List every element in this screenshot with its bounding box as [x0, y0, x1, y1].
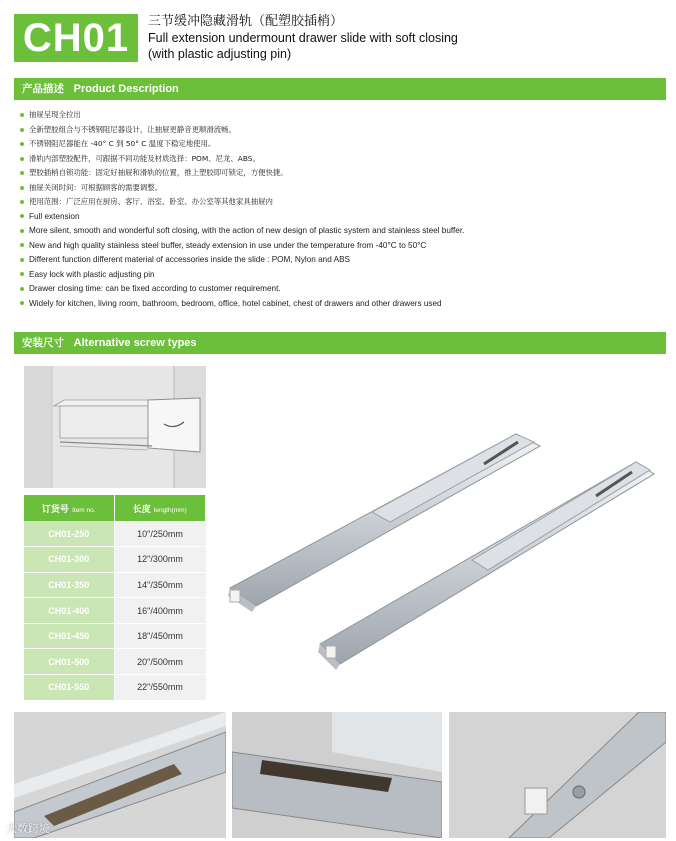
- bullet-icon: [20, 229, 24, 233]
- title-chinese: 三节缓冲隐藏滑轨（配塑胶插梢）: [148, 14, 344, 29]
- title-english-line1: Full extension undermount drawer slide with soft closing: [148, 31, 458, 45]
- feature-item-en: Easy lock with plastic adjusting pin: [20, 268, 660, 283]
- feature-item-en: Drawer closing time: can be fixed according to customer requirement.: [20, 282, 660, 297]
- bullet-icon: [20, 258, 24, 262]
- section-label-en: Product Description: [73, 83, 179, 95]
- cabinet-drawer-illustration: [24, 366, 206, 488]
- bullet-icon: [20, 287, 24, 291]
- bullet-icon: [20, 272, 24, 276]
- section-label-en: Alternative screw types: [73, 337, 197, 349]
- adjusting-pin-photo: [449, 712, 666, 838]
- feature-item-en: Full extension: [20, 210, 660, 225]
- table-row: CH01-350 14"/350mm: [24, 572, 206, 598]
- feature-item-cn: 塑胶插梢自锁功能：固定好抽屉和滑轨的位置，推上塑胶即可锁定，方便快捷。: [20, 166, 660, 181]
- feature-item-cn: 全新塑胶组合与不锈钢阻尼器设计，让抽屉更静音更顺滑流畅。: [20, 123, 660, 138]
- feature-item-cn: 抽屉呈现全拉出: [20, 108, 660, 123]
- header-item-no: 订货号 Item no.: [24, 495, 114, 521]
- bullet-icon: [20, 200, 24, 204]
- feature-item-cn: 使用范围：广泛应用在厨房、客厅、浴室、卧室、办公室等其他家具抽屉内: [20, 195, 660, 210]
- table-row: CH01-250 10"/250mm: [24, 521, 206, 547]
- spec-table: [24, 495, 206, 701]
- bullet-icon: [20, 243, 24, 247]
- drawer-slides-product-image: [222, 412, 666, 674]
- section-label-cn: 产品描述: [22, 83, 64, 95]
- table-row: CH01-300 12"/300mm: [24, 547, 206, 573]
- table-row: CH01-550 22"/550mm: [24, 675, 206, 701]
- screw-types-bar: [14, 332, 666, 354]
- header-length: 长度 length(mm): [114, 495, 206, 521]
- title-block: [148, 14, 458, 62]
- slide-mechanism-photo: [232, 712, 442, 838]
- bullet-icon: [20, 301, 24, 305]
- title-english-line2: (with plastic adjusting pin): [148, 47, 292, 61]
- bullet-icon: [20, 142, 24, 146]
- bullet-icon: [20, 214, 24, 218]
- feature-item-cn: 滑轨内部塑胶配件，可跟据不同功能及材质选择：POM、尼龙、ABS。: [20, 152, 660, 167]
- feature-item-en: Different function different material of accessories inside the slide : POM, Nylon and ABS: [20, 253, 660, 268]
- table-row: CH01-450 18"/450mm: [24, 623, 206, 649]
- table-row: CH01-500 20"/500mm: [24, 649, 206, 675]
- feature-list: [20, 108, 660, 311]
- table-row: CH01-400 16"/400mm: [24, 598, 206, 624]
- feature-item-en: Widely for kitchen, living room, bathroom, bedroom, office, hotel cabinet, chest of drawers and other drawers used: [20, 297, 660, 312]
- feature-item-en: More silent, smooth and wonderful soft closing, with the action of new design of plastic system and stainless steel buffer.: [20, 224, 660, 239]
- watermark-text: 大数跨境: [6, 822, 50, 835]
- bullet-icon: [20, 128, 24, 132]
- bullet-icon: [20, 171, 24, 175]
- feature-item-cn: 不锈钢阻尼器能在 -40° C 到 50° C 温度下稳定地使用。: [20, 137, 660, 152]
- feature-item-cn: 抽屉关闭时间：可根据顾客的需要调整。: [20, 181, 660, 196]
- model-badge: CH01: [14, 14, 138, 62]
- product-description-bar: [14, 78, 666, 100]
- bullet-icon: [20, 157, 24, 161]
- table-header-row: [24, 495, 206, 521]
- bullet-icon: [20, 186, 24, 190]
- section-label-cn: 安装尺寸: [22, 337, 64, 349]
- bullet-icon: [20, 113, 24, 117]
- feature-item-en: New and high quality stainless steel buffer, steady extension in use under the temperature from -40°C to 50°C: [20, 239, 660, 254]
